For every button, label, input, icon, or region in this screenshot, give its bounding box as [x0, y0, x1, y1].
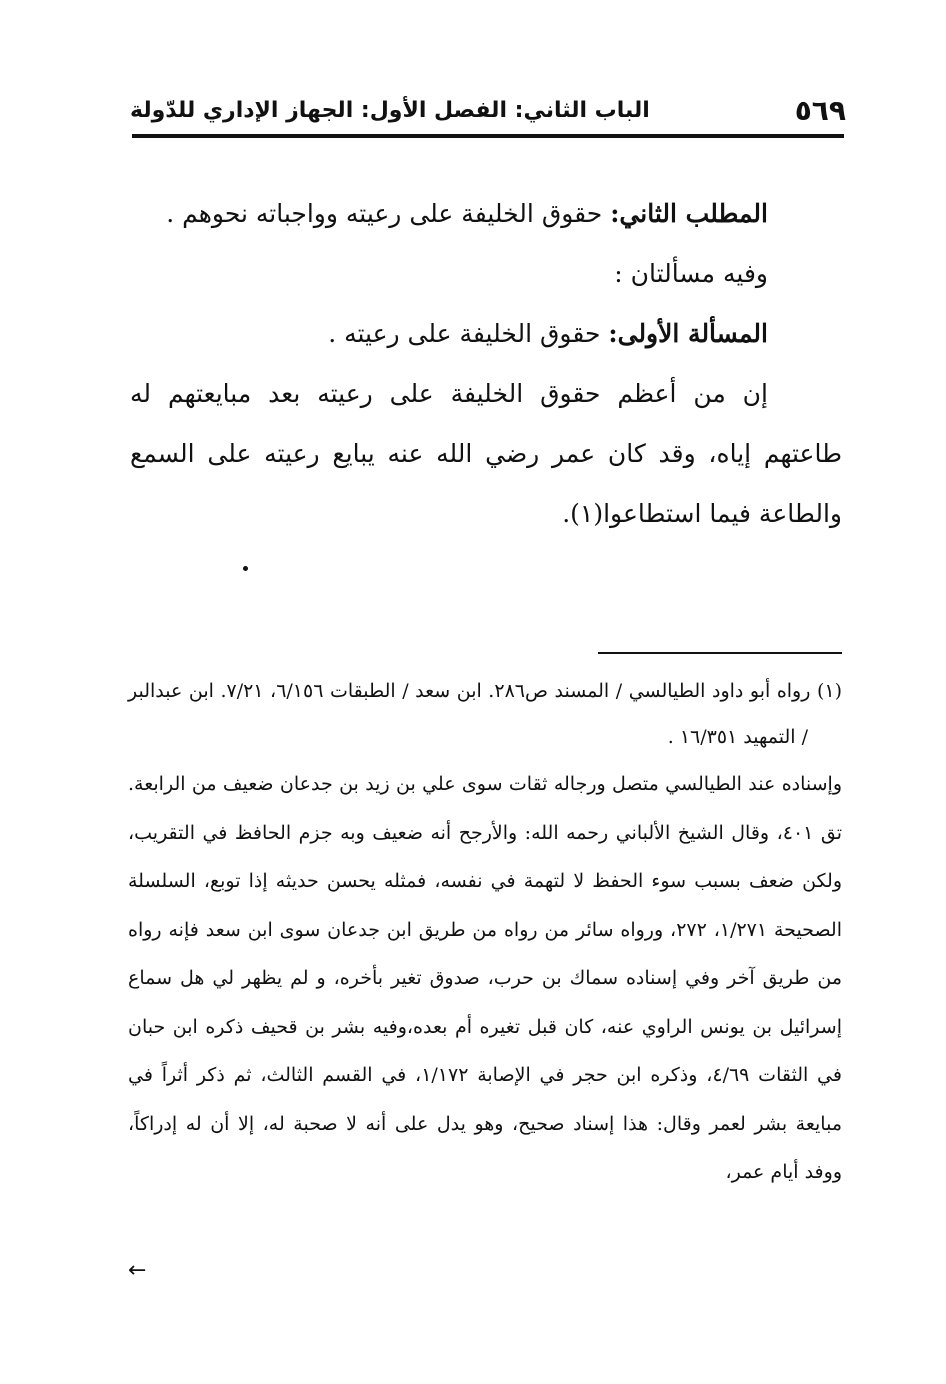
page-number: ٥٦٩: [794, 94, 846, 127]
issue-heading: [130, 304, 842, 364]
header-rule: [132, 134, 844, 138]
footnotes: [128, 668, 842, 1197]
running-title: الباب الثاني: الفصل الأول: الجهاز الإداري للدّولة: [130, 98, 650, 123]
issue-title: حقوق الخليفة على رعيته .: [328, 319, 601, 348]
section-heading: [130, 184, 842, 244]
footnote-separator: [598, 652, 842, 654]
stray-mark: [243, 566, 248, 571]
page-header: [130, 92, 848, 132]
issue-label: المسألة الأولى:: [608, 319, 768, 348]
intro-line: وفيه مسألتان :: [614, 259, 768, 288]
body-paragraph: إن من أعظم حقوق الخليفة على رعيته بعد مبايعتهم له طاعتهم إياه، وقد كان عمر رضي الله عنه يبايع رعيته على السمع والطاعة فيما استطاعوا(١).: [130, 379, 842, 528]
footnote-1: (١) رواه أبو داود الطيالسي / المسند ص٢٨٦. ابن سعد / الطبقات ٦/١٥٦، ٧/٢١. ابن عبدالبر / التمهيد ١٦/٣٥١ .: [128, 680, 843, 748]
section-label: المطلب الثاني:: [610, 199, 768, 228]
section-title: حقوق الخليفة على رعيته وواجباته نحوهم .: [166, 199, 603, 228]
footnote-continuation: وإسناده عند الطيالسي متصل ورجاله ثقات سوى علي بن زيد بن جدعان ضعيف من الرابعة. تق ٤٠١، وقال الشيخ الألباني رحمه الله: والأرجح أنه ضعيف وبه جزم الحافظ في التقريب، ولكن ضعف بسبب سوء الحفظ لا لتهمة في نفسه، فمثله يحسن حديثه إذا توبع، السلسلة الصحيحة ١/٢٧١، ٢٧٢، ورواه سائر من رواه من طريق ابن جدعان سوى ابن سعد فإنه رواه من طريق آخر وفي إسناده سماك بن حرب، صدوق تغير بأخره، و لم يظهر لي هل سماع إسرائيل بن يونس الراوي عنه، كان قبل تغيره أم بعده،وفيه بشر بن قحيف ذكره ابن حبان في الثقات ٤/٦٩، وذكره ابن حجر في الإصابة ١/١٧٢، في القسم الثالث، ثم ذكر أثراً في مبايعة بشر لعمر وقال: هذا إسناد صحيح، وهو يدل على أنه لا صحبة له، إلا أن له إدراكاً، ووفد أيام عمر،: [128, 773, 842, 1183]
continue-arrow-icon: ←: [128, 1258, 147, 1283]
main-text: [130, 184, 842, 544]
